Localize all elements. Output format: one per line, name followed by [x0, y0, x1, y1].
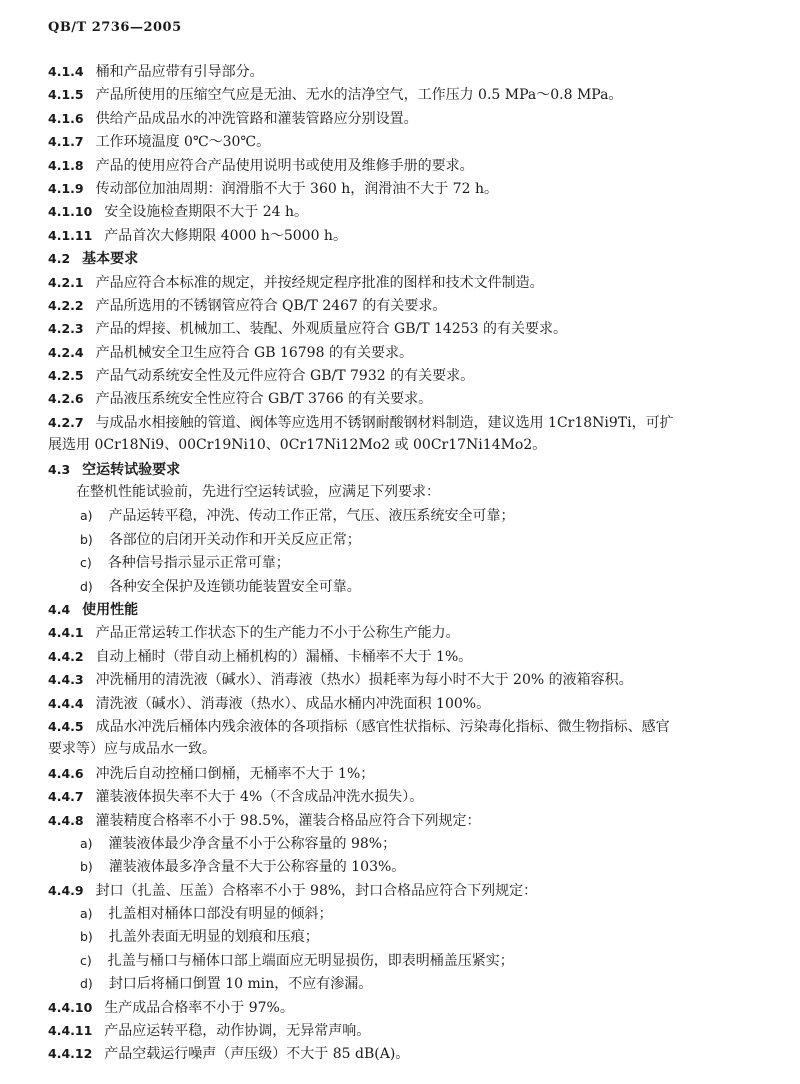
clause-text: 灌装液体损失率不大于 4%（不含成品冲洗水损失）。 — [95, 789, 424, 806]
clause-4-4-5 — [48, 715, 778, 738]
clause-4-1-9 — [48, 177, 778, 200]
clause-4-4-6 — [48, 762, 778, 785]
clause-4-2-3 — [48, 317, 778, 340]
list-item-4-3-a — [48, 504, 800, 527]
clause-4-1-11 — [48, 224, 778, 247]
clause-4-4-1 — [48, 621, 778, 644]
clause-text-continued: 要求等）应与成品水一致。 — [48, 741, 216, 758]
clause-number: 4.2.5 — [48, 368, 84, 384]
clause-number: 4.1.9 — [48, 180, 84, 196]
clause-text: 清洗液（碱水）、消毒液（热水）、成品水桶内冲洗面积 100%。 — [95, 695, 491, 712]
clause-text: 产品气动系统安全性及元件应符合 GB/T 7932 的有关要求。 — [95, 368, 475, 385]
clause-4-4-7 — [48, 785, 778, 808]
list-item-text: 产品运转平稳，冲洗、传动工作正常，气压、液压系统安全可靠； — [108, 508, 515, 525]
clause-4-1-7 — [48, 130, 778, 153]
list-marker: a) — [80, 906, 93, 922]
section-title: 基本要求 — [82, 251, 139, 268]
section-number: 4.2 — [48, 251, 71, 267]
clause-4-4-5-continued — [48, 738, 778, 761]
section-heading-4-2 — [48, 247, 778, 270]
section-number: 4.3 — [48, 461, 71, 477]
section-4-3-intro — [48, 481, 800, 504]
list-marker: a) — [80, 835, 93, 851]
clause-text: 灌装精度合格率不小于 98.5%，灌装合格品应符合下列规定： — [95, 812, 481, 829]
clause-number: 4.2.3 — [48, 321, 84, 337]
standard-code-header: QB/T 2736—2005 — [48, 20, 182, 35]
clause-text: 产品应运转平稳，动作协调，无异常声响。 — [104, 1023, 371, 1040]
clause-number: 4.4.1 — [48, 625, 84, 641]
clause-text: 桶和产品应带有引导部分。 — [95, 64, 264, 80]
clause-number: 4.4.8 — [48, 812, 84, 828]
list-item-4-4-8-a — [48, 832, 800, 855]
clause-text: 产品应符合本标准的规定，并按经规定程序批准的图样和技术文件制造。 — [95, 274, 544, 291]
clause-number: 4.4.11 — [48, 1023, 93, 1039]
clause-4-4-12 — [48, 1042, 778, 1065]
clause-4-2-6 — [48, 387, 778, 410]
clause-number: 4.2.4 — [48, 344, 84, 360]
clause-text: 产品正常运转工作状态下的生产能力不小于公称生产能力。 — [95, 625, 460, 642]
list-item-4-3-d — [48, 575, 800, 598]
clause-number: 4.1.7 — [48, 134, 84, 150]
clause-text: 产品液压系统安全性应符合 GB/T 3766 的有关要求。 — [95, 391, 433, 408]
list-item-text: 各种安全保护及连锁功能装置安全可靠。 — [108, 578, 361, 595]
clause-4-2-1 — [48, 271, 778, 294]
clause-number: 4.2.1 — [48, 274, 84, 290]
clause-text: 产品所使用的压缩空气应是无油、无水的洁净空气，工作压力 0.5 MPa～0.8 MPa。 — [95, 87, 623, 104]
list-item-text: 灌装液体最少净含量不小于公称容量的 98%； — [108, 835, 397, 852]
clause-4-4-4 — [48, 692, 778, 715]
clause-4-2-4 — [48, 341, 778, 364]
section-heading-4-4 — [48, 598, 778, 621]
clause-number: 4.4.3 — [48, 672, 84, 688]
list-item-text: 扎盖相对桶体口部没有明显的倾斜； — [108, 906, 333, 923]
clause-number: 4.1.5 — [48, 87, 84, 103]
clause-4-4-9 — [48, 879, 778, 902]
list-marker: d) — [80, 578, 93, 594]
list-item-4-4-8-b — [48, 855, 800, 878]
clause-text: 封口（扎盖、压盖）合格率不小于 98%，封口合格品应符合下列规定： — [95, 882, 538, 899]
list-marker: d) — [80, 976, 93, 992]
list-item-text: 灌装液体最多净含量不大于公称容量的 103%。 — [108, 859, 406, 876]
list-item-4-4-9-a — [48, 902, 800, 925]
clause-4-2-7-continued — [48, 434, 778, 457]
clause-text: 冲洗桶用的清洗液（碱水）、消毒液（热水）损耗率为每小时不大于 20% 的液箱容积。 — [95, 672, 633, 689]
clause-number: 4.1.11 — [48, 227, 93, 243]
clause-text: 安全设施检查期限不大于 24 h。 — [104, 204, 309, 221]
section-number: 4.4 — [48, 601, 71, 617]
clause-4-2-5 — [48, 364, 778, 387]
clause-text: 产品的焊接、机械加工、装配、外观质量应符合 GB/T 14253 的有关要求。 — [95, 321, 568, 338]
clause-text: 产品首次大修期限 4000 h～5000 h。 — [104, 227, 347, 244]
clause-text: 供给产品成品水的冲洗管路和灌装管路应分别设置。 — [95, 110, 418, 127]
clause-number: 4.1.6 — [48, 110, 84, 126]
clause-text: 冲洗后自动控桶口倒桶，无桶率不大于 1%； — [95, 765, 375, 782]
clause-4-1-6 — [48, 107, 778, 130]
clause-4-4-8 — [48, 809, 778, 832]
clause-number: 4.4.4 — [48, 695, 84, 711]
clause-text: 生产成品合格率不小于 97%。 — [104, 999, 294, 1016]
list-item-4-3-c — [48, 551, 800, 574]
clause-number: 4.4.6 — [48, 765, 84, 781]
clause-number: 4.1.8 — [48, 157, 84, 173]
section-heading-4-3 — [48, 458, 778, 481]
clause-number: 4.4.2 — [48, 648, 84, 664]
clause-4-2-7 — [48, 411, 778, 434]
list-item-text: 各部位的启闭开关动作和开关反应正常； — [108, 531, 361, 548]
section-title: 空运转试验要求 — [82, 461, 181, 478]
list-item-4-3-b — [48, 528, 800, 551]
list-marker: b) — [80, 859, 93, 875]
clause-number: 4.4.9 — [48, 882, 84, 898]
clause-number: 4.1.4 — [48, 64, 84, 79]
clause-text: 产品所选用的不锈钢管应符合 QB/T 2467 的有关要求。 — [95, 297, 447, 314]
clause-4-1-4 — [48, 60, 778, 83]
clause-text: 工作环境温度 0℃～30℃。 — [95, 134, 271, 151]
clause-text: 传动部位加油周期：润滑脂不大于 360 h，润滑油不大于 72 h。 — [95, 180, 498, 197]
clause-text: 与成品水相接触的管道、阀体等应选用不锈钢耐酸钢材料制造，建议选用 1Cr18Ni9Ti，可扩 — [95, 414, 674, 431]
clause-text-continued: 展选用 0Cr18Ni9、00Cr19Ni10、0Cr17Ni12Mo2 或 00Cr17Ni14Mo2。 — [48, 437, 547, 454]
list-item-text: 扎盖外表面无明显的划痕和压痕； — [108, 929, 319, 946]
clause-number: 4.2.2 — [48, 297, 84, 313]
clause-number: 4.2.6 — [48, 391, 84, 407]
intro-text: 在整机性能试验前，先进行空运转试验，应满足下列要求： — [76, 484, 440, 501]
document-body — [48, 60, 778, 1066]
list-marker: b) — [80, 531, 93, 547]
clause-number: 4.4.10 — [48, 999, 93, 1015]
list-item-text: 封口后将桶口倒置 10 min，不应有渗漏。 — [108, 976, 373, 993]
clause-text: 产品空载运行噪声（声压级）不大于 85 dB(A)。 — [104, 1046, 410, 1063]
clause-4-4-2 — [48, 645, 778, 668]
clause-number: 4.4.5 — [48, 718, 84, 734]
list-marker: c) — [80, 952, 92, 968]
clause-4-4-11 — [48, 1019, 778, 1042]
clause-text: 成品水冲洗后桶体内残余液体的各项指标（感官性状指标、污染毒化指标、微生物指标、感官 — [95, 718, 670, 735]
list-marker: b) — [80, 929, 93, 945]
clause-number: 4.2.7 — [48, 414, 84, 430]
clause-4-2-2 — [48, 294, 778, 317]
clause-4-1-8 — [48, 154, 778, 177]
clause-4-4-3 — [48, 668, 778, 691]
clause-text: 自动上桶时（带自动上桶机构的）漏桶、卡桶率不大于 1%。 — [95, 648, 473, 665]
clause-number: 4.1.10 — [48, 204, 93, 220]
list-item-4-4-9-b — [48, 925, 800, 948]
list-item-4-4-9-c — [48, 949, 800, 972]
clause-4-4-10 — [48, 996, 778, 1019]
clause-number: 4.4.7 — [48, 789, 84, 805]
clause-text: 产品的使用应符合产品使用说明书或使用及维修手册的要求。 — [95, 157, 474, 174]
clause-number: 4.4.12 — [48, 1046, 93, 1062]
clause-4-1-5 — [48, 83, 778, 106]
clause-text: 产品机械安全卫生应符合 GB 16798 的有关要求。 — [95, 344, 413, 361]
list-item-text: 扎盖与桶口与桶体口部上端面应无明显损伤，即表明桶盖压紧实； — [107, 952, 514, 969]
clause-4-1-10 — [48, 200, 778, 223]
list-marker: a) — [80, 508, 93, 524]
section-title: 使用性能 — [82, 601, 139, 618]
list-marker: c) — [80, 555, 92, 571]
list-item-text: 各种信号指示显示正常可靠； — [107, 555, 290, 572]
list-item-4-4-9-d — [48, 972, 800, 995]
